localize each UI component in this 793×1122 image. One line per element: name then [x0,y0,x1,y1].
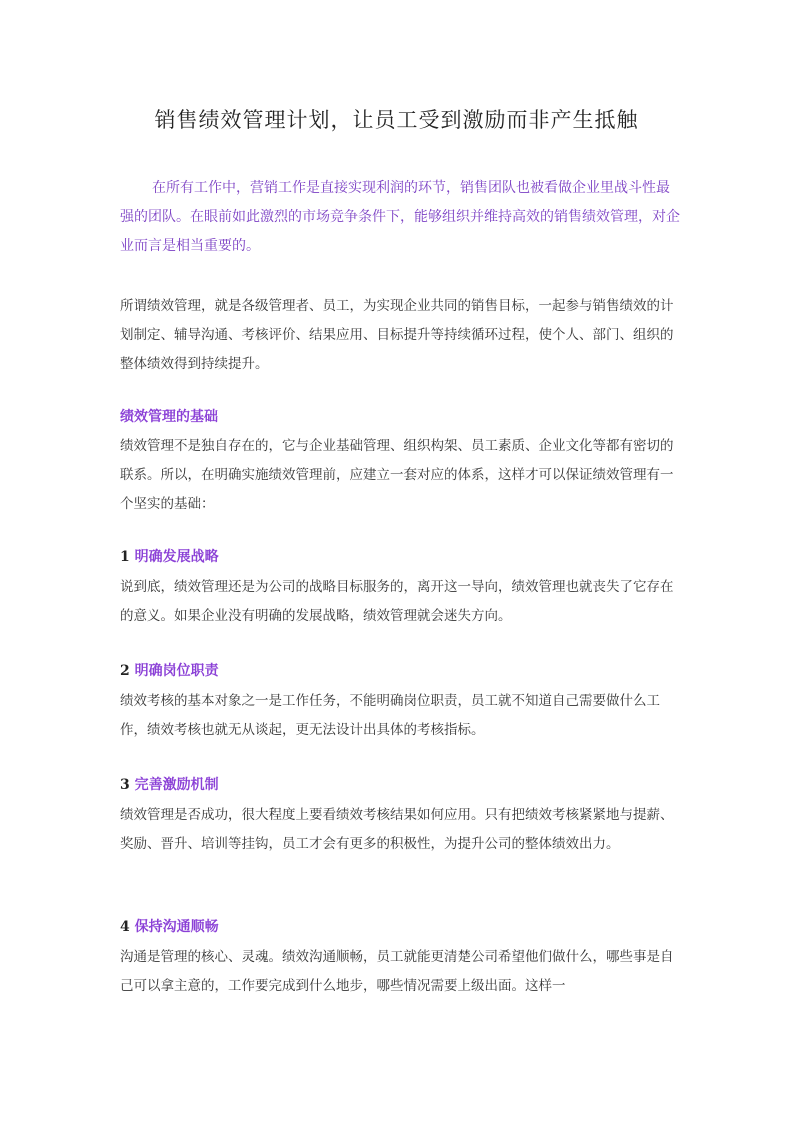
section-title: 明确发展战略 [134,549,219,565]
section-number: 2 [120,663,130,679]
section-number: 4 [120,919,130,935]
section-title: 完善激励机制 [134,777,219,793]
section-paragraph-3: 绩效管理是否成功，很大程度上要看绩效考核结果如何应用。只有把绩效考核紧紧地与提薪、奖励、晋升、培训等挂钩，员工才会有更多的积极性，为提升公司的整体绩效出力。 [120,807,674,852]
section-number: 1 [120,549,130,565]
section-heading-3 [120,773,680,797]
basis-paragraph: 绩效管理不是独自存在的，它与企业基础管理、组织构架、员工素质、企业文化等都有密切的联系。所以，在明确实施绩效管理前，应建立一套对应的体系，这样才可以保证绩效管理有一个坚实的基础： [120,438,674,512]
definition-paragraph: 所谓绩效管理，就是各级管理者、员工，为实现企业共同的销售目标，一起参与销售绩效的计划制定、辅导沟通、考核评价、结果应用、目标提升等持续循环过程，使个人、部门、组织的整体绩效得到持续提升。 [120,298,674,372]
section-title: 保持沟通顺畅 [134,919,219,935]
section-heading-4 [120,915,680,939]
document-title: 销售绩效管理计划，让员工受到激励而非产生抵触 [154,108,639,132]
section-title: 明确岗位职责 [134,663,219,679]
section-heading-2 [120,659,680,683]
section-paragraph-4: 沟通是管理的核心、灵魂。绩效沟通顺畅，员工就能更清楚公司希望他们做什么，哪些事是自己可以拿主意的，工作要完成到什么地步，哪些情况需要上级出面。这样一 [120,949,674,994]
section-paragraph-2: 绩效考核的基本对象之一是工作任务，不能明确岗位职责，员工就不知道自己需要做什么工作，绩效考核也就无从谈起，更无法设计出具体的考核指标。 [120,693,660,738]
section-number: 3 [120,777,130,793]
section-heading-1 [120,545,680,569]
basis-heading: 绩效管理的基础 [120,409,218,425]
intro-paragraph: 在所有工作中，营销工作是直接实现利润的环节，销售团队也被看做企业里战斗性最强的团队。在眼前如此激烈的市场竞争条件下，能够组织并维持高效的销售绩效管理，对企业而言是相当重要的。 [120,180,680,254]
section-paragraph-1: 说到底，绩效管理还是为公司的战略目标服务的，离开这一导向，绩效管理也就丧失了它存在的意义。如果企业没有明确的发展战略，绩效管理就会迷失方向。 [120,579,674,624]
